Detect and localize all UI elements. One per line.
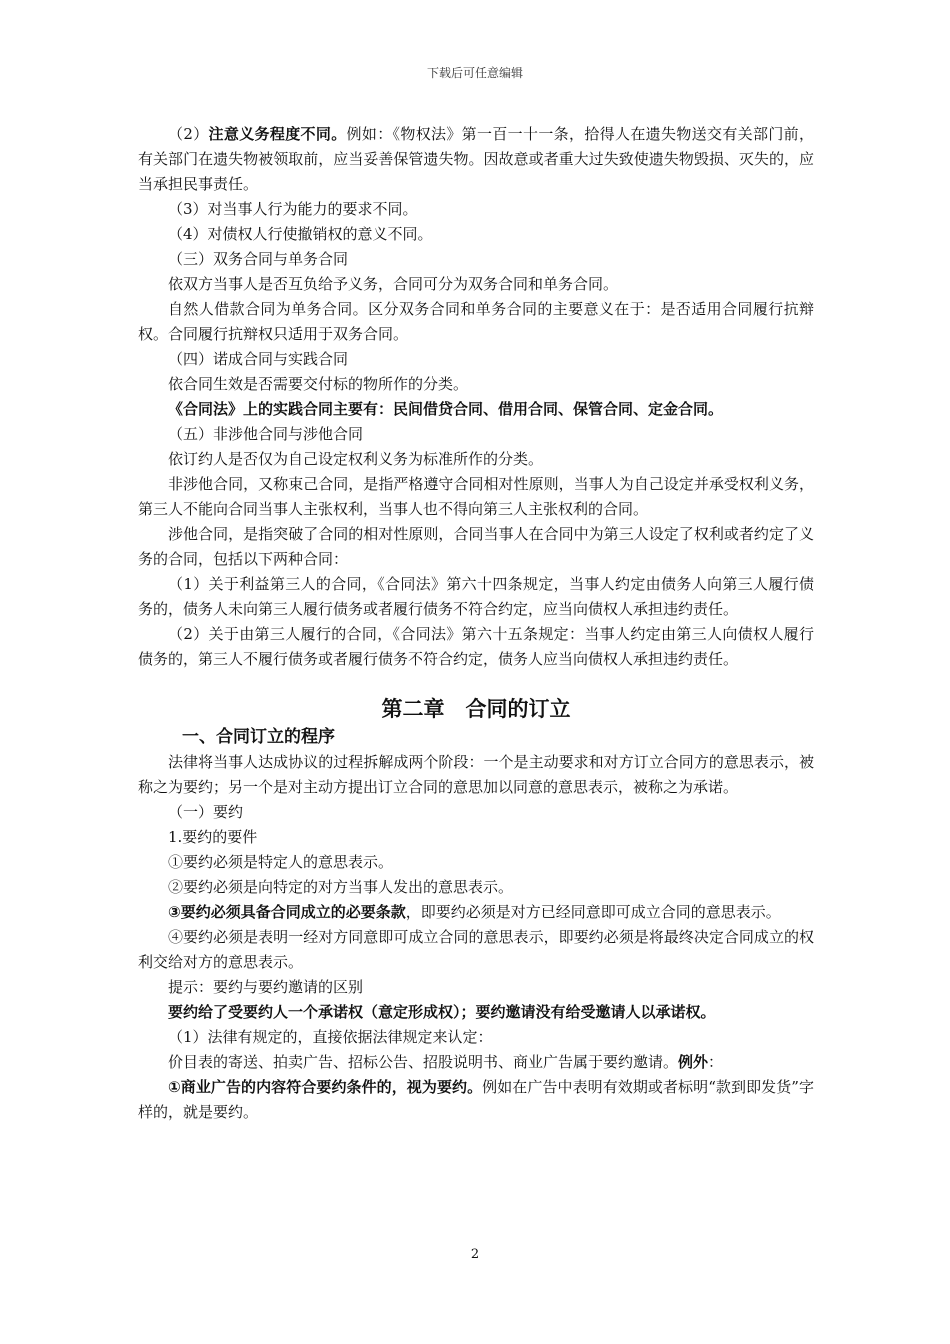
paragraph <box>138 1050 814 1075</box>
paragraph-prefix: （2） <box>168 125 209 143</box>
bold-text: 例外 <box>678 1053 709 1071</box>
note: 提示：要约与要约邀请的区别 <box>168 978 364 996</box>
subheading: （四）诺成合同与实践合同 <box>168 350 349 368</box>
subheading: 1.要约的要件 <box>168 828 258 846</box>
paragraph: 依订约人是否仅为自己设定权利义务为标准所作的分类。 <box>168 450 544 468</box>
bold-text: 注意义务程度不同。 <box>208 125 347 143</box>
paragraph: 依双方当事人是否互负给予义务，合同可分为双务合同和单务合同。 <box>168 275 619 293</box>
paragraph: （3）对当事人行为能力的要求不同。 <box>168 200 418 218</box>
paragraph: 非涉他合同，又称束己合同，是指严格遵守合同相对性原则，当事人为自己设定并承受权利义务，第三人不能向合同当事人主张权利，当事人也不得向第三人主张权利的合同。 <box>138 475 814 518</box>
list-item: ④要约必须是表明一经对方同意即可成立合同的意思表示，即要约必须是将最终决定合同成立的权利交给对方的意思表示。 <box>138 928 814 971</box>
page-header: 下载后可任意编辑 <box>426 66 523 80</box>
paragraph: 法律将当事人达成协议的过程拆解成两个阶段：一个是主动要求和对方订立合同方的意思表示，被称之为要约；另一个是对主动方提出订立合同的意思加以同意的意思表示，被称之为承诺。 <box>138 753 814 796</box>
paragraph: （2）关于由第三人履行的合同，《合同法》第六十五条规定：当事人约定由第三人向债权人履行债务的，第三人不履行债务或者履行债务不符合约定，债务人应当向债权人承担违约责任。 <box>138 625 814 668</box>
subheading: （一）要约 <box>168 803 244 821</box>
bold-paragraph: 要约给了受要约人一个承诺权（意定形成权）；要约邀请没有给受邀请人以承诺权。 <box>168 1003 716 1021</box>
page-number: 2 <box>470 1247 480 1262</box>
bold-text: ③要约必须具备合同成立的必要条款 <box>168 903 406 921</box>
paragraph: 涉他合同，是指突破了合同的相对性原则，合同当事人在合同中为第三人设定了权利或者约定了义务的合同，包括以下两种合同： <box>138 525 814 568</box>
paragraph <box>138 122 814 197</box>
list-item: ②要约必须是向特定的对方当事人发出的意思表示。 <box>168 878 514 896</box>
subheading: （三）双务合同与单务合同 <box>168 250 349 268</box>
paragraph-text: 例如：《物权法》第一百一十一条，拾得人在遗失物送交有关部门前，有关部门在遗失物被领取前，应当妥善保管遗失物。因故意或者重大过失致使遗失物毁损、灭失的，应当承担民事责任。 <box>138 125 814 193</box>
paragraph: （4）对债权人行使撤销权的意义不同。 <box>168 225 433 243</box>
bold-paragraph: 《合同法》上的实践合同主要有：民间借贷合同、借用合同、保管合同、定金合同。 <box>168 400 724 418</box>
paragraph: 自然人借款合同为单务合同。区分双务合同和单务合同的主要意义在于：是否适用合同履行抗辩权。合同履行抗辩权只适用于双务合同。 <box>138 300 814 343</box>
paragraph-text: ，即要约必须是对方已经同意即可成立合同的意思表示。 <box>405 903 781 921</box>
paragraph: 依合同生效是否需要交付标的物所作的分类。 <box>168 375 469 393</box>
paragraph-text: ： <box>708 1053 724 1071</box>
section-title: 一、合同订立的程序 <box>182 727 335 747</box>
paragraph-text: 例如在广告中表明有效期或者标明“款到即发货”字样的，就是要约。 <box>138 1078 815 1121</box>
subheading: （五）非涉他合同与涉他合同 <box>168 425 364 443</box>
paragraph-text: 价目表的寄送、拍卖广告、招标公告、招股说明书、商业广告属于要约邀请。 <box>168 1053 679 1071</box>
paragraph <box>138 1075 814 1125</box>
bold-text: ①商业广告的内容符合要约条件的，视为要约。 <box>168 1078 483 1096</box>
list-item <box>138 900 814 925</box>
list-item: ①要约必须是特定人的意思表示。 <box>168 853 394 871</box>
document-body <box>138 122 814 1125</box>
paragraph: （1）关于利益第三人的合同，《合同法》第六十四条规定，当事人约定由债务人向第三人履行债务的，债务人未向第三人履行债务或者履行债务不符合约定，应当向债权人承担违约责任。 <box>138 575 814 618</box>
paragraph: （1）法律有规定的，直接依据法律规定来认定： <box>168 1028 493 1046</box>
chapter-title: 第二章 合同的订立 <box>381 697 571 721</box>
